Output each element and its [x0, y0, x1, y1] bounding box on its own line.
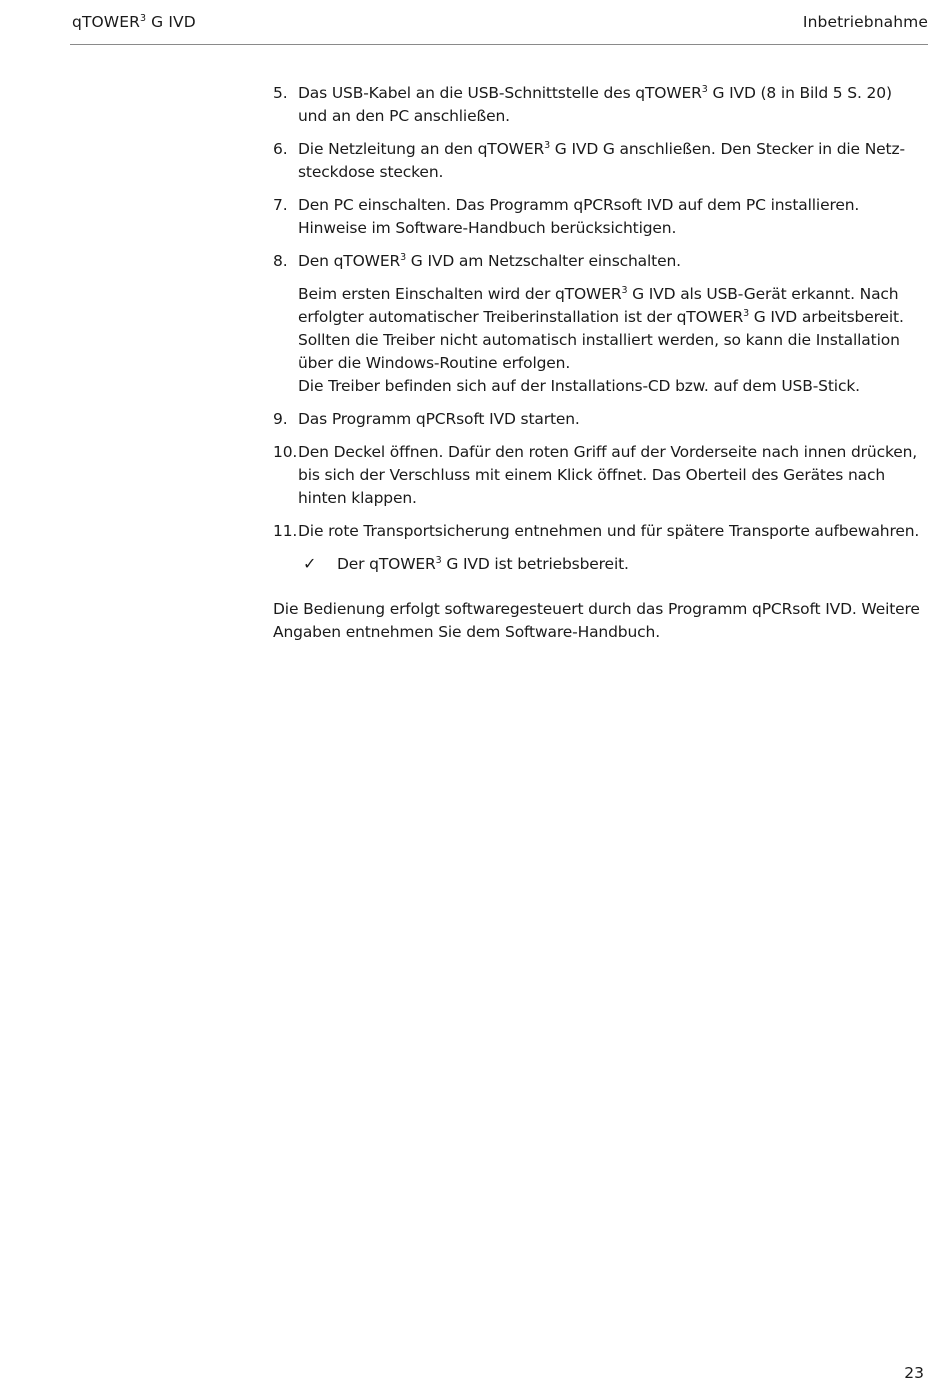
note-text: Beim ersten Einschalten wird der qTOWER$^3$ G IVD als USB-Gerät erkannt. Nach erfolgter automatischer Treiberinstallation ist der qTOWER$^3$ G IVD arbeitsbereit. Sollten die Treiber nicht automatisch installiert werden, so kann die Installation über die Windows-Routine erfolgen. — [298, 284, 904, 372]
step-8-note — [273, 283, 923, 398]
checkmark-icon: ✓ — [303, 554, 317, 573]
note-text-line2: Die Treiber befinden sich auf der Installations-CD bzw. auf dem USB-Stick. — [298, 377, 860, 395]
main-content — [273, 82, 923, 644]
closing-text: Die Bedienung erfolgt softwaregesteuert durch das Programm qPCRsoft IVD. Weitere Angaben entnehmen Sie dem Software-Handbuch. — [273, 600, 920, 641]
step-text: Die rote Transportsicherung entnehmen und für spätere Transporte aufbewahren. — [298, 522, 920, 540]
step-7 — [273, 194, 923, 240]
step-number: 6. — [273, 140, 288, 158]
step-9 — [273, 408, 923, 431]
step-6 — [273, 138, 923, 184]
step-5 — [273, 82, 923, 128]
page-header — [70, 10, 928, 44]
step-number: 5. — [273, 84, 288, 102]
header-divider — [70, 44, 928, 45]
result-line — [273, 553, 923, 576]
step-number: 10. — [273, 443, 298, 461]
step-text: Das USB-Kabel an die USB-Schnittstelle des qTOWER$^3$ G IVD (8 in Bild 5 S. 20) und an den PC anschließen. — [298, 83, 892, 125]
step-text: Das Programm qPCRsoft IVD starten. — [298, 410, 580, 428]
step-number: 8. — [273, 252, 288, 270]
step-8 — [273, 250, 923, 273]
step-number: 11. — [273, 522, 298, 540]
step-text: Den qTOWER$^3$ G IVD am Netzschalter einschalten. — [298, 251, 681, 270]
step-text: Die Netzleitung an den qTOWER$^3$ G IVD G anschließen. Den Stecker in die Netzsteckdose stecken. — [298, 139, 906, 181]
closing-paragraph — [273, 598, 923, 644]
step-text: Den Deckel öffnen. Dafür den roten Griff auf der Vorderseite nach innen drücken, bis sich der Verschluss mit einem Klick öffnet. Das Oberteil des Gerätes nach hinten klappen. — [298, 443, 918, 507]
header-product-name: qTOWER$^3$ G IVD — [72, 12, 196, 31]
step-text: Den PC einschalten. Das Programm qPCRsoft IVD auf dem PC installieren. Hinweise im Software-Handbuch berücksichtigen. — [298, 196, 860, 237]
step-number: 7. — [273, 196, 288, 214]
result-text: Der qTOWER$^3$ G IVD ist betriebsbereit. — [337, 554, 629, 573]
header-section-title: Inbetriebnahme — [802, 13, 928, 31]
step-11 — [273, 520, 923, 543]
step-10 — [273, 441, 923, 510]
step-number: 9. — [273, 410, 288, 428]
page-number: 23 — [904, 1364, 924, 1382]
